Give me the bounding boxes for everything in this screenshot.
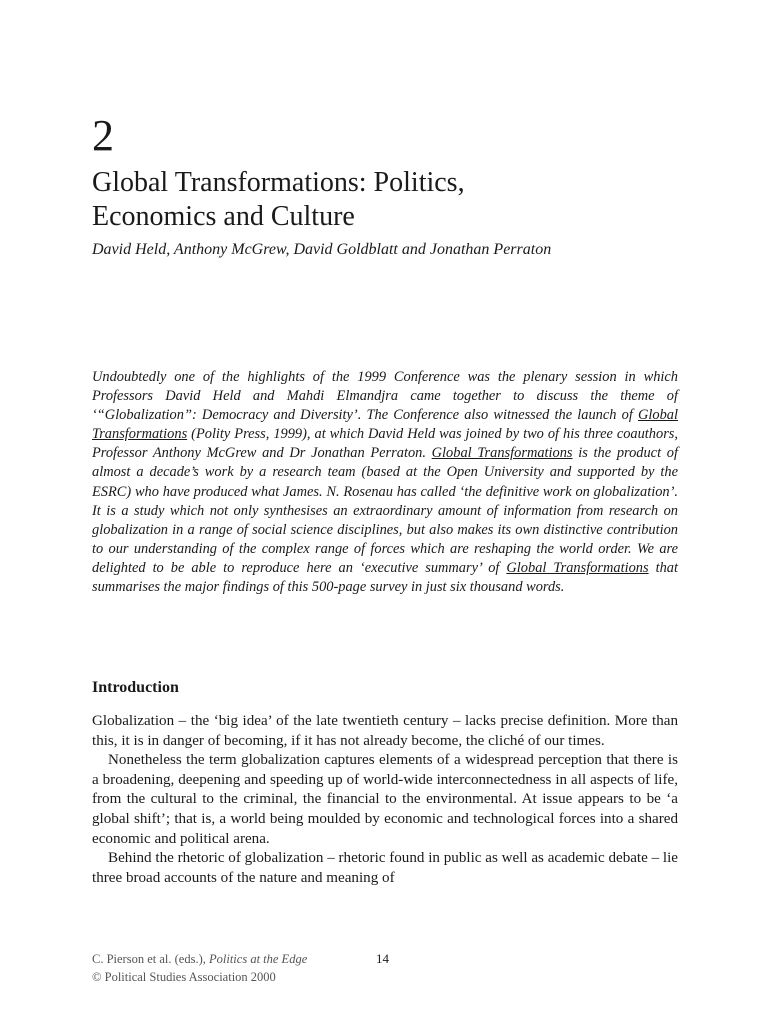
chapter-number: 2 — [92, 111, 114, 160]
book-title-reference: Global Transformations — [92, 407, 678, 443]
paragraph-3: Behind the rhetoric of globalization – rhetoric found in public as well as academic debate – lie three broad accounts of the nature and meaning of — [92, 850, 679, 886]
paragraph-1: Globalization – the ‘big idea’ of the late twentieth century – lacks precise definition. More than this, it is in danger of becoming, if it has not already become, the cliché of our times. — [92, 713, 678, 749]
authors: David Held, Anthony McGrew, David Goldblatt and Jonathan Perraton — [92, 241, 552, 258]
body-text — [92, 712, 678, 888]
page-number: 14 — [376, 951, 389, 966]
footer-citation-prefix: C. Pierson et al. (eds.), — [92, 952, 209, 966]
footer-copyright: © Political Studies Association 2000 — [92, 970, 276, 984]
abstract-text-4: that summarises the major findings of this 500-page survey in just six thousand words. — [92, 559, 678, 596]
editorial-abstract — [92, 368, 678, 597]
footer-citation-book: Politics at the Edge — [209, 952, 308, 966]
paragraph-2: Nonetheless the term globalization captures elements of a widespread perception that there is a broadening, deepening and speeding up of world-wide interconnectedness in all aspects of life, from the cultural to the criminal, the financial to the environmental. At issue appears to be ‘a global shift’; that is, a world being moulded by economic and technological forces into a shared economic and political arena. — [92, 752, 678, 847]
chapter-title — [92, 166, 692, 234]
abstract-text-3: is the product of almost a decade’s work by a research team (based at the Open University and supported by the ESRC) who have produced what James. N. Rosenau has called ‘the definitive work on globalization’. It is a study which not only synthesises an extraordinary amount of information from research on globalization in a range of social science disciplines, but also makes its own distinctive contribution to our understanding of the complex range of forces which are reshaping the world order. We are delighted to be able to reproduce here an ‘executive summary’ of — [92, 445, 678, 576]
page-footer — [92, 950, 678, 986]
book-title-reference: Global Transformations — [431, 445, 573, 462]
abstract-text-1: Undoubtedly one of the highlights of the 1999 Conference was the plenary session in which Professors David Held and Mahdi Elmandjra came together to discuss the theme of ‘“Globalization”: Democracy and Diversity’. The Conference also witnessed the launch of — [92, 369, 678, 424]
section-heading-introduction: Introduction — [92, 679, 179, 696]
book-title-reference: Global Transformations — [506, 559, 649, 576]
abstract-text-2: (Polity Press, 1999), at which David Held was joined by two of his three coauthors, Professor Anthony McGrew and Dr Jonathan Perraton. — [92, 426, 678, 462]
chapter-title-line-1: Global Transformations: Politics, — [92, 167, 465, 198]
chapter-title-line-2: Economics and Culture — [92, 201, 355, 232]
